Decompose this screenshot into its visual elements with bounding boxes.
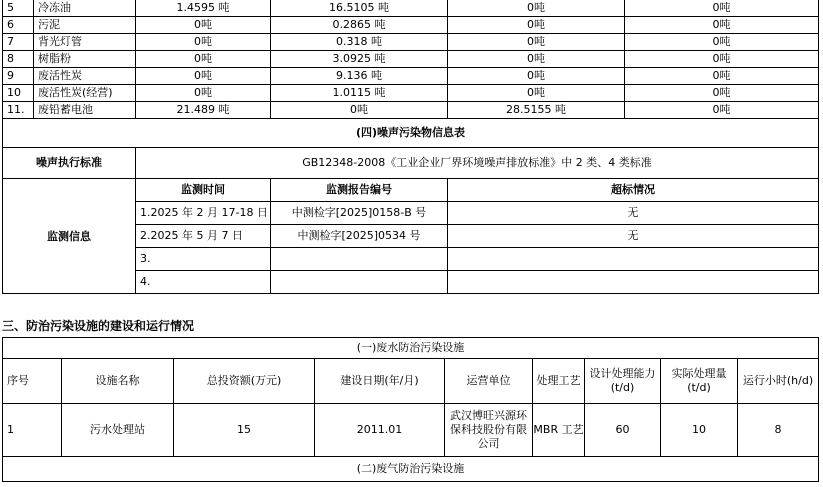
monitor-info-label: 监测信息 <box>3 179 136 294</box>
monitor-row: 4. <box>3 271 819 294</box>
waste-row: 10 废活性炭(经营) 0吨 1.0115 吨 0吨 0吨 <box>3 85 819 102</box>
waste-row: 7 背光灯管 0吨 0.318 吨 0吨 0吨 <box>3 34 819 51</box>
waste-row: 8 树脂粉 0吨 3.0925 吨 0吨 0吨 <box>3 51 819 68</box>
monitor-time-header: 监测时间 <box>136 179 271 202</box>
noise-standard-value: GB12348-2008《工业企业厂界环境噪声排放标准》中 2 类、4 类标准 <box>136 148 819 179</box>
monitor-row: 1.2025 年 2 月 17-18 日 中测检字[2025]0158-B 号 无 <box>3 202 819 225</box>
waste-row: 5 冷冻油 1.4595 吨 16.5105 吨 0吨 0吨 <box>3 0 819 17</box>
pollution-facility-table <box>2 337 819 482</box>
noise-standard-label: 噪声执行标准 <box>3 148 136 179</box>
waste-row: 6 污泥 0吨 0.2865 吨 0吨 0吨 <box>3 17 819 34</box>
section-3-title: 三、防治污染设施的建设和运行情况 <box>2 319 195 333</box>
waste-gas-subtitle: (二)废气防治污染设施 <box>3 457 819 482</box>
waste-row: 11. 废铅蓄电池 21.489 吨 0吨 28.5155 吨 0吨 <box>3 102 819 119</box>
wastewater-header-row: 序号 设施名称 总投资额(万元) 建设日期(年/月) 运营单位 处理工艺 设计处理能力(t/d) 实际处理量(t/d) 运行小时(h/d) <box>3 359 819 404</box>
monitor-row: 2.2025 年 5 月 7 日 中测检字[2025]0534 号 无 <box>3 225 819 248</box>
waste-row: 9 废活性炭 0吨 9.136 吨 0吨 0吨 <box>3 68 819 85</box>
noise-section-title: (四)噪声污染物信息表 <box>3 119 819 148</box>
wastewater-data-row: 1 污水处理站 15 2011.01 武汉博旺兴源环保科技股份有限公司 MBR 工艺 60 10 8 <box>3 404 819 457</box>
waste-and-noise-table <box>2 0 819 294</box>
wastewater-subtitle: (一)废水防治污染设施 <box>3 338 819 359</box>
monitor-exceed-header: 超标情况 <box>448 179 819 202</box>
monitor-row: 3. <box>3 248 819 271</box>
monitor-report-header: 监测报告编号 <box>271 179 448 202</box>
